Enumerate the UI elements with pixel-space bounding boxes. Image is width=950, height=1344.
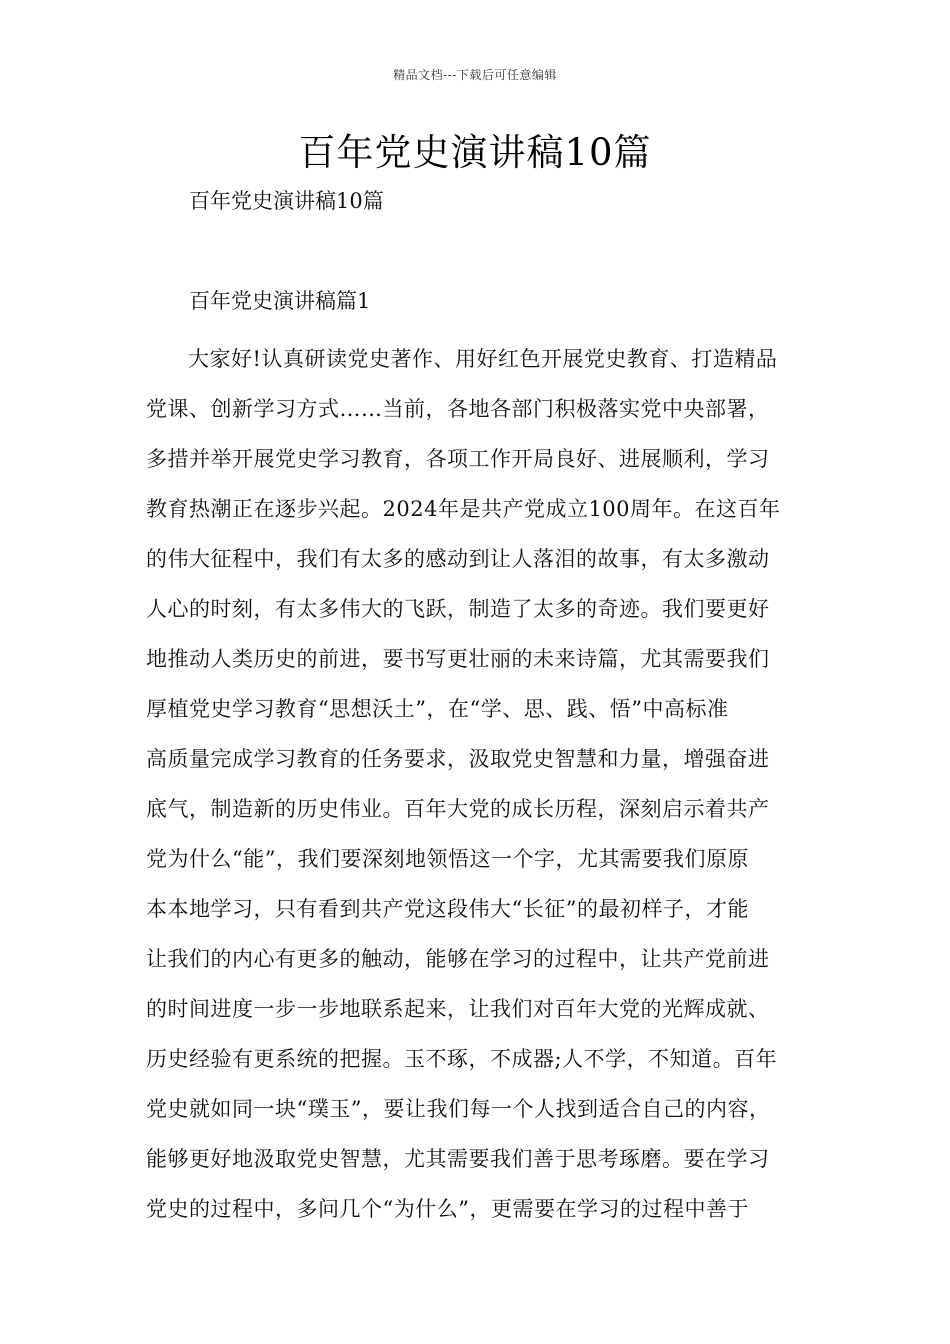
text-line: 本本地学习，只有看到共产党这段伟大“长征”的最初样子，才能	[146, 897, 749, 921]
text-line: 党史就如同一块“璞玉”，要让我们每一个人找到适合自己的内容，	[146, 1097, 771, 1121]
document-subtitle: 百年党史演讲稿10篇	[189, 189, 384, 213]
text-line: 党为什么“能”，我们要深刻地领悟这一个字，尤其需要我们原原	[146, 847, 749, 871]
text-line: 多措并举开展党史学习教育，各项工作开局良好、进展顺利，学习	[146, 447, 770, 471]
text-line: 历史经验有更系统的把握。玉不琢，不成器;人不学，不知道。百年	[146, 1047, 778, 1071]
text-line: 党课、创新学习方式……当前，各地各部门积极落实党中央部署，	[146, 397, 770, 421]
header-note: 精品文档---下载后可任意编辑	[393, 68, 557, 82]
text-line: 让我们的内心有更多的触动，能够在学习的过程中，让共产党前进	[146, 947, 770, 971]
text-line: 厚植党史学习教育“思想沃土”，在“学、思、践、悟”中高标准	[146, 697, 729, 721]
section-heading: 百年党史演讲稿篇1	[189, 289, 371, 313]
body-paragraph	[146, 334, 822, 1234]
text-line: 的伟大征程中，我们有太多的感动到让人落泪的故事，有太多激动	[146, 547, 770, 571]
text-line: 大家好!认真研读党史著作、用好红色开展党史教育、打造精品	[188, 347, 778, 371]
document-title: 百年党史演讲稿10篇	[298, 131, 652, 174]
text-line: 能够更好地汲取党史智慧，尤其需要我们善于思考琢磨。要在学习	[146, 1147, 770, 1171]
text-line: 高质量完成学习教育的任务要求，汲取党史智慧和力量，增强奋进	[146, 747, 770, 771]
text-line: 教育热潮正在逐步兴起。2024年是共产党成立100周年。在这百年	[146, 497, 781, 521]
text-line: 的时间进度一步一步地联系起来，让我们对百年大党的光辉成就、	[146, 997, 770, 1021]
text-line: 人心的时刻，有太多伟大的飞跃，制造了太多的奇迹。我们要更好	[146, 597, 770, 621]
text-line: 地推动人类历史的前进，要书写更壮丽的未来诗篇，尤其需要我们	[146, 647, 770, 671]
text-line: 党史的过程中，多问几个“为什么”，更需要在学习的过程中善于	[146, 1197, 749, 1221]
text-line: 底气，制造新的历史伟业。百年大党的成长历程，深刻启示着共产	[146, 797, 770, 821]
